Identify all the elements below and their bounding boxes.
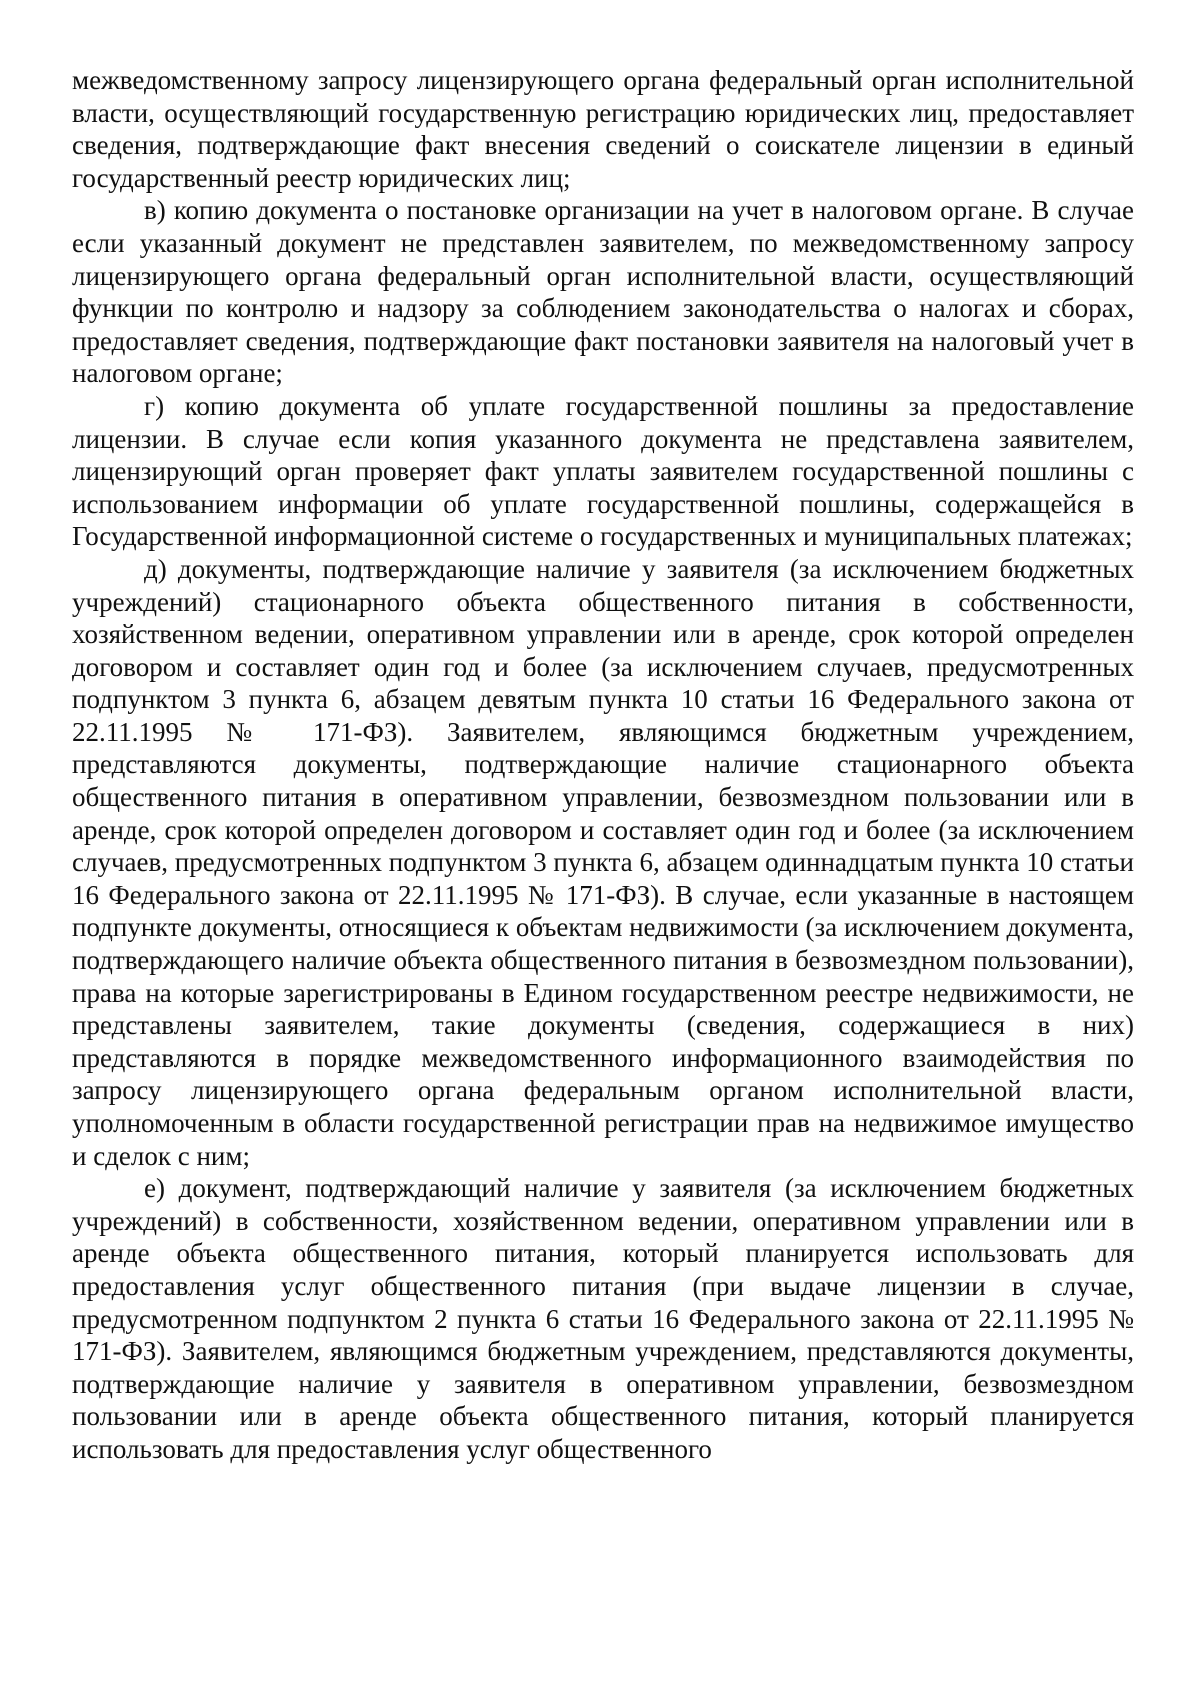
document-page [72, 64, 1134, 1466]
paragraph-item-g: г) копию документа об уплате государственной пошлины за предоставление лицензии. В случае если копия указанного документа не представлена заявителем, лицензирующий орган проверяет факт уплаты заявителем государственной пошлины с использованием информации об уплате государственной пошлины, содержащейся в Государственной информационной системе о государственных и муниципальных платежах; [72, 390, 1134, 552]
paragraph-continuation: межведомственному запросу лицензирующего органа федеральный орган исполнительной власти, осуществляющий государственную регистрацию юридических лиц, предоставляет сведения, подтверждающие факт внесения сведений о соискателе лицензии в единый государственный реестр юридических лиц; [72, 65, 1134, 193]
paragraph-item-v: в) копию документа о постановке организации на учет в налоговом органе. В случае если указанный документ не представлен заявителем, по межведомственному запросу лицензирующего органа федеральный орган исполнительной власти, осуществляющий функции по контролю и надзору за соблюдением законодательства о налогах и сборах, предоставляет сведения, подтверждающие факт постановки заявителя на налоговый учет в налоговом органе; [72, 195, 1134, 389]
paragraph-item-d: д) документы, подтверждающие наличие у заявителя (за исключением бюджетных учреждений) стационарного объекта общественного питания в собственности, хозяйственном ведении, оперативном управлении или в аренде, срок которой определен договором и составляет один год и более (за исключением случаев, предусмотренных подпунктом 3 пункта 6, абзацем девятым пункта 10 статьи 16 Федерального закона от 22.11.1995 № 171-ФЗ). Заявителем, являющимся бюджетным учреждением, представляются документы, подтверждающие наличие стационарного объекта общественного питания в оперативном управлении, безвозмездном пользовании или в аренде, срок которой определен договором и составляет один год и более (за исключением случаев, предусмотренных подпунктом 3 пункта 6, абзацем одиннадцатым пункта 10 статьи 16 Федерального закона от 22.11.1995 № 171-ФЗ). В случае, если указанные в настоящем подпункте документы, относящиеся к объектам недвижимости (за исключением документа, подтверждающего наличие объекта общественного питания в безвозмездном пользовании), права на которые зарегистрированы в Едином государственном реестре недвижимости, не представлены заявителем, такие документы (сведения, содержащиеся в них) представляются в порядке межведомственного информационного взаимодействия по запросу лицензирующего органа федеральным органом исполнительной власти, уполномоченным в области государственной регистрации прав на недвижимое имущество и сделок с ним; [72, 553, 1134, 1171]
paragraph-item-e: е) документ, подтверждающий наличие у заявителя (за исключением бюджетных учреждений) в собственности, хозяйственном ведении, оперативном управлении или в аренде объекта общественного питания, который планируется использовать для предоставления услуг общественного питания (при выдаче лицензии в случае, предусмотренном подпунктом 2 пункта 6 статьи 16 Федерального закона от 22.11.1995 № 171-ФЗ). Заявителем, являющимся бюджетным учреждением, представляются документы, подтверждающие наличие у заявителя в оперативном управлении, безвозмездном пользовании или в аренде объекта общественного питания, который планируется использовать для предоставления услуг общественного [72, 1173, 1134, 1464]
